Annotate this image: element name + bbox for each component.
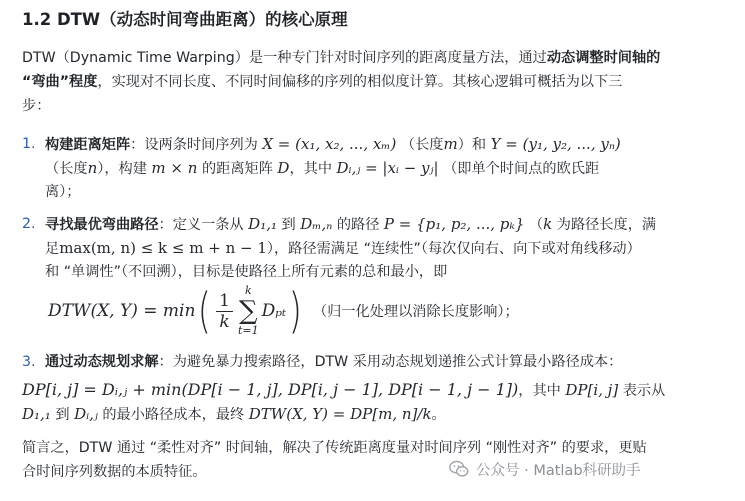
step-2-title: 寻找最优弯曲路径 xyxy=(45,217,159,233)
formula-right-paren: ) xyxy=(289,283,303,339)
fraction-numerator: 1 xyxy=(216,291,233,312)
step-3-text: 到 xyxy=(55,407,70,423)
watermark-text: 公众号 · Matlab科研助手 xyxy=(476,462,641,479)
formula-note: （归一化处理以消除长度影响）； xyxy=(312,304,519,320)
step-2-text: 和 “单调性”（不回溯），目标是使路径上所有元素的总和最小，即 xyxy=(45,264,448,280)
step-3-text: 。 xyxy=(431,407,446,423)
step-2-text: 足 xyxy=(45,241,60,257)
math-dp-ij: DP[i, j] xyxy=(565,381,619,399)
intro-bold-2: “弯曲”程度 xyxy=(22,74,98,90)
step-1-text: ，其中 xyxy=(289,161,333,177)
step-1-text: （即单个时间点的欧氏距 xyxy=(443,161,600,177)
step-3-text: 表示从 xyxy=(622,383,666,399)
sigma-symbol: ∑ xyxy=(239,296,258,326)
step-2-line-2 xyxy=(45,236,641,261)
step-1-line-2 xyxy=(45,156,599,181)
fraction-denominator: k xyxy=(219,311,230,332)
summary-text: 简言之，DTW 通过 “柔性对齐” 时间轴，解决了传统距离度量对时间序列 “刚性对齐” 的要求，更贴 xyxy=(22,440,647,456)
step-1-text: 的距离矩阵 xyxy=(201,161,273,177)
intro-text-2: ，实现对不同长度、不同时间偏移的序列的相似度计算。其核心逻辑可概括为以下三 xyxy=(97,74,623,90)
dtw-formula xyxy=(48,282,519,340)
section-heading: 1.2 DTW（动态时间弯曲距离）的核心原理 xyxy=(22,10,348,29)
formula-fraction xyxy=(216,291,233,332)
math-d11: D₁,₁ xyxy=(248,215,277,233)
math-dij: Dᵢ,ⱼ xyxy=(74,405,98,423)
math-m-times-n: m × n xyxy=(151,159,198,177)
intro-line-3 xyxy=(22,94,50,118)
dp-recurrence: DP[i, j] = Dᵢ,ⱼ + min(DP[i − 1, j], DP[i, j − 1], DP[i − 1, j − 1]) xyxy=(22,380,519,399)
step-1-text: ），构建 xyxy=(97,161,147,177)
step-2-text: 的路径 xyxy=(336,217,380,233)
formula-term: Dₚₜ xyxy=(261,301,287,321)
math-d11: D₁,₁ xyxy=(22,405,51,423)
step-2-text: 为路径长度，满 xyxy=(556,217,657,233)
sum-lower: t=1 xyxy=(237,324,259,337)
intro-line-1 xyxy=(22,46,660,70)
math-d: D xyxy=(277,159,290,177)
step-1-line-3 xyxy=(45,180,80,204)
math-x-sequence: X = (x₁, x₂, ..., xₘ) xyxy=(262,135,397,153)
summary-line-2 xyxy=(22,460,206,484)
summary-text-2: 合时间序列数据的本质特征。 xyxy=(22,464,207,480)
intro-text-3: 步： xyxy=(22,98,51,114)
step-3-number: 3. xyxy=(22,354,36,370)
step-2-text: ），路径需满足 “连续性”（每次仅向右、向下或对角线移动） xyxy=(266,241,641,257)
step-2-text: 到 xyxy=(281,217,296,233)
step-1-text: 离）； xyxy=(45,184,81,200)
math-k-condition: max(m, n) ≤ k ≤ m + n − 1 xyxy=(59,239,267,257)
step-3-line-2 xyxy=(22,378,665,403)
step-1-line-1 xyxy=(45,132,621,157)
step-3-text: 的最小路径成本，最终 xyxy=(102,407,245,423)
step-1-text: （长度 xyxy=(45,161,88,177)
step-1-text: ：设两条时间序列为 xyxy=(130,137,258,153)
step-2-text: ：定义一条从 xyxy=(158,217,244,233)
intro-text: DTW（Dynamic Time Warping）是一种专门针对时间序列的距离度量方法，通过 xyxy=(22,50,547,66)
step-2-text: （ xyxy=(528,217,544,233)
math-m: m xyxy=(443,135,458,153)
math-dmn: Dₘ,ₙ xyxy=(300,215,333,233)
step-2-line-1 xyxy=(45,212,656,237)
step-3-text: ：为避免暴力搜索路径，DTW 采用动态规划递推公式计算最小路径成本： xyxy=(158,354,623,370)
step-1-number: 1. xyxy=(22,136,36,152)
step-3-line-1 xyxy=(45,350,622,374)
watermark xyxy=(448,456,641,482)
step-1-text: （长度 xyxy=(400,137,444,153)
math-k: k xyxy=(543,215,553,233)
math-n: n xyxy=(87,159,98,177)
math-y-sequence: Y = (y₁, y₂, ..., yₙ) xyxy=(490,135,621,153)
intro-line-2 xyxy=(22,70,622,94)
step-3-text: ，其中 xyxy=(518,383,561,399)
wechat-icon xyxy=(448,458,470,480)
math-path-p: P = {p₁, p₂, ..., pₖ} xyxy=(383,215,525,233)
formula-summation xyxy=(238,285,259,337)
step-2-line-3 xyxy=(45,260,447,284)
step-3-title: 通过动态规划求解 xyxy=(45,354,159,370)
step-1-text: ）和 xyxy=(457,137,487,153)
step-2-number: 2. xyxy=(22,216,36,232)
math-final-dtw: DTW(X, Y) = DP[m, n]/k xyxy=(248,405,432,423)
formula-lhs: DTW(X, Y) = min xyxy=(48,301,196,321)
sum-upper: k xyxy=(244,284,252,297)
formula-left-paren: ( xyxy=(198,283,212,339)
step-1-title: 构建距离矩阵 xyxy=(45,137,131,153)
step-3-line-3 xyxy=(22,402,446,427)
intro-bold: 动态调整时间轴的 xyxy=(546,50,661,66)
math-distance-def: Dᵢ,ⱼ = |xᵢ − yⱼ| xyxy=(336,159,439,177)
